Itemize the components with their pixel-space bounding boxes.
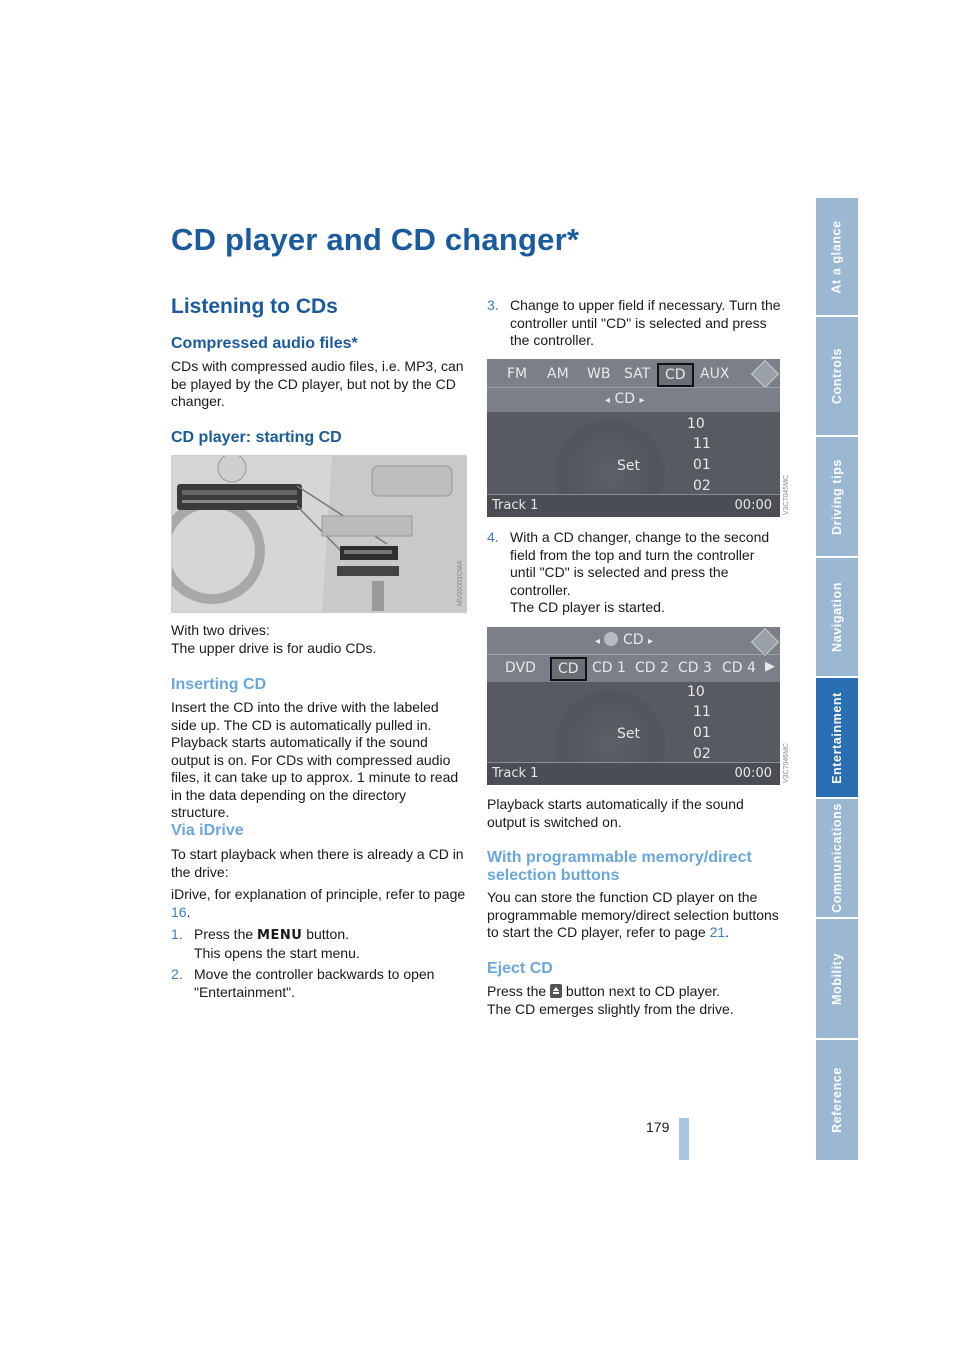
two-drives-line2: The upper drive is for audio CDs.	[171, 640, 377, 656]
idrive-screen-cd-changer	[487, 627, 780, 785]
source-tab-am[interactable]: AM	[547, 366, 569, 382]
memory-text: You can store the function CD player on the programmable memory/direct selection buttons to start the CD player, refer to page 21.	[487, 889, 779, 940]
changer-tab-cd3[interactable]: CD 3	[678, 660, 712, 676]
tab-mobility[interactable]: Mobility	[816, 919, 858, 1040]
source-tab-sat[interactable]: SAT	[624, 366, 651, 382]
page-number: 179	[646, 1119, 670, 1135]
heading-listening-to-cds: Listening to CDs	[171, 295, 338, 318]
time-label: 00:00	[734, 766, 772, 781]
track-item-01[interactable]: 01	[693, 457, 711, 473]
arrow-left-icon: ◂	[595, 636, 601, 647]
heading-eject-cd: Eject CD	[487, 960, 553, 977]
eject-text: Press the button next to CD player.	[487, 983, 721, 999]
dashboard-illustration	[172, 456, 466, 612]
changer-tab-cd1[interactable]: CD 1	[592, 660, 626, 676]
eject-line2: The CD emerges slightly from the drive.	[487, 1001, 734, 1017]
tab-driving-tips[interactable]: Driving tips	[816, 437, 858, 558]
source-tab-aux[interactable]: AUX	[700, 366, 730, 382]
page-link-21[interactable]: 21	[709, 924, 726, 940]
page-link-16[interactable]: 16	[171, 903, 187, 920]
tab-reference[interactable]: Reference	[816, 1040, 858, 1162]
step-3: 3. Change to upper field if necessary. Turn the controller until "CD" is selected and press the controller.	[487, 297, 781, 348]
status-bar	[487, 762, 780, 785]
dashboard-cd-drive-photo	[171, 455, 467, 613]
track-item-11[interactable]: 11	[693, 704, 711, 720]
track-item-01[interactable]: 01	[693, 725, 711, 741]
heading-inserting-cd: Inserting CD	[171, 676, 267, 693]
track-item-02[interactable]: 02	[693, 746, 711, 762]
track-label: Track 1	[492, 766, 539, 781]
idrive-reference: iDrive, for explanation of principle, refer to page 16.	[171, 886, 466, 920]
source-tab-cd-selected[interactable]: CD	[657, 363, 694, 387]
arrow-right-icon: ▸	[647, 636, 653, 647]
step-2: 2. Move the controller backwards to open "Entertainment".	[171, 966, 435, 1000]
title-asterisk: *	[566, 222, 580, 257]
set-option[interactable]: Set	[617, 726, 640, 742]
page-title: CD player and CD changer*	[171, 222, 580, 257]
heading-via-idrive: Via iDrive	[171, 822, 244, 839]
compressed-text: CDs with compressed audio files, i.e. MP3, can be played by the CD player, but not by the CD changer.	[171, 358, 464, 409]
heading-compressed-audio: Compressed audio files*	[171, 335, 358, 352]
track-item-11[interactable]: 11	[693, 436, 711, 452]
two-drives-line1: With two drives:	[171, 622, 270, 638]
step-4: 4. With a CD changer, change to the second field from the top and turn the controller until "CD" is selected and press the controller. The CD player is started.	[487, 529, 770, 615]
changer-tab-cd-selected[interactable]: CD	[550, 657, 587, 681]
source-selector[interactable]: ◂ CD ▸	[605, 391, 645, 407]
source-tab-wb[interactable]: WB	[587, 366, 611, 382]
tab-at-a-glance[interactable]: At a glance	[816, 198, 858, 317]
idrive-text: To start playback when there is already a CD in the drive:	[171, 846, 464, 880]
track-label: Track 1	[492, 498, 539, 513]
page-number-bar	[679, 1118, 689, 1160]
changer-tab-cd2[interactable]: CD 2	[635, 660, 669, 676]
playback-text: Playback starts automatically if the sound output is switched on.	[487, 796, 744, 830]
idrive-screen-audio-sources	[487, 359, 780, 517]
step-1: 1. Press the MENU button. This opens the start menu.	[171, 926, 360, 961]
arrow-right-icon: ▸	[639, 395, 645, 406]
screen1-code: V3C7045MC	[783, 474, 790, 515]
eject-button-icon	[550, 984, 562, 998]
menu-button-label: MENU	[257, 928, 303, 943]
track-item-10[interactable]: 10	[687, 416, 705, 432]
scroll-right-icon[interactable]: ▶	[765, 659, 775, 674]
tab-controls[interactable]: Controls	[816, 317, 858, 437]
track-item-10[interactable]: 10	[687, 684, 705, 700]
tab-entertainment[interactable]: Entertainment	[816, 678, 858, 799]
disc-small-icon	[604, 632, 618, 646]
set-option[interactable]: Set	[617, 458, 640, 474]
source-tab-fm[interactable]: FM	[507, 366, 528, 382]
status-bar	[487, 494, 780, 517]
heading-programmable-memory: With programmable memory/direct selection buttons	[487, 849, 752, 884]
tab-navigation[interactable]: Navigation	[816, 558, 858, 678]
screen2-code: V3C7046MC	[783, 742, 790, 783]
heading-starting-cd: CD player: starting CD	[171, 429, 342, 446]
changer-tab-dvd[interactable]: DVD	[505, 660, 536, 676]
track-item-02[interactable]: 02	[693, 478, 711, 494]
photo-code: MV05001CMA	[457, 560, 464, 606]
changer-tab-cd4[interactable]: CD 4	[722, 660, 756, 676]
chapter-tabs	[816, 198, 858, 1160]
tab-communications[interactable]: Communications	[816, 799, 858, 919]
changer-source-selector[interactable]: ◂ CD ▸	[595, 632, 653, 648]
time-label: 00:00	[734, 498, 772, 513]
inserting-text: Insert the CD into the drive with the labeled side up. The CD is automatically pulled in. Playback starts automatically if the sound output is on. For CDs with compressed audio files, it can take up to approx. 1 minute to read in the data depending on the directory structure.	[171, 699, 459, 820]
arrow-left-icon: ◂	[605, 395, 611, 406]
